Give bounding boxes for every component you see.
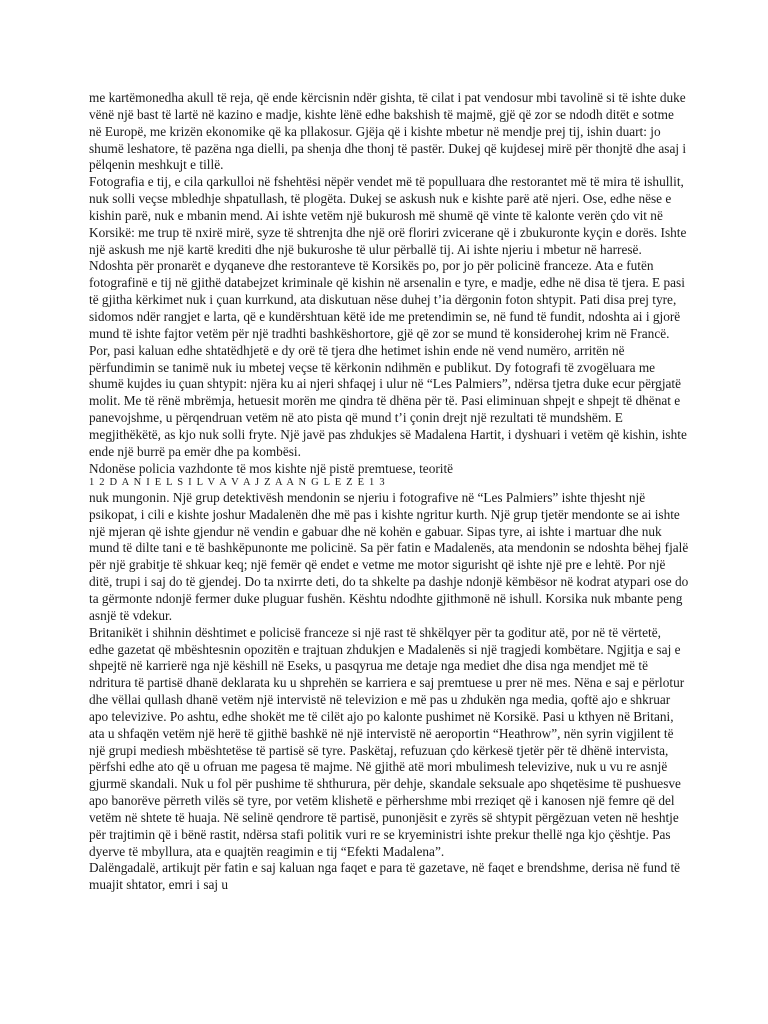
document-page [89, 90, 689, 894]
paragraph-2: Fotografia e tij, e cila qarkulloi në fshehtësi nëpër vendet më të populluara dhe restorantet më të mira të ishullit, nuk solli veçse mbledhje shpatullash, të plogëta. Dukej se askush nuk e kishte parë atë njeri. Ose, edhe nëse e kishin parë, nuk e mbanin mend. Ai ishte vetëm një bukurosh më shumë që vinte të kalonte verën çdo vit në Korsikë: me trup të nxirë mirë, syze të shtrenjta dhe një orë floriri zvicerane që i zbukuronte kyçin e dorës. Ishte një askush me një kartë krediti dhe një bukuroshe të ulur përballë tij. Ai ishte njeriu i mbetur në harresë. [89, 174, 687, 257]
paragraph-3: Ndoshta për pronarët e dyqaneve dhe restoranteve të Korsikës po, por jo për policinë franceze. Ata e futën fotografinë e tij në gjithë databejzet kriminale që kishin në arsenalin e tyre, e madje, edhe në disa të tjera. E pasi të gjitha kërkimet nuk i çuan kurrkund, ata diskutuan nëse duhej t’ia dërgonin foton shtypit. Pati disa prej tyre, sidomos ndër rangjet e larta, që e kundërshtuan këtë ide me pretendimin se, në fund të fundit, ndoshta ai i gjorë mund të ishte fajtor vetëm për një tradhti bashkëshortore, gjë që zor se mund të konsiderohej krim në Francë. Por, pasi kaluan edhe shtatëdhjetë e dy orë të tjera dhe hetimet ishin ende në vend numëro, arritën në përfundimin se tanimë nuk iu mbetej veçse të kërkonin ndihmën e publikut. Dy fotografi të zvogëluara me shumë kujdes iu çuan shtypit: njëra ku ai njeri shfaqej i ulur në “Les Palmiers”, ndërsa tjetra duke ecur përgjatë molit. Me të rënë mbrëmja, hetuesit morën me qindra të dhëna për të. Pasi eliminuan shpejt e shpejt të dhënat e panevojshme, u përqendruan vetëm në ato pista që mund t’i çonin drejt një rezultati të mundshëm. E megjithëkëtë, as kjo nuk solli fryte. Një javë pas zhdukjes së Madalena Hartit, i dyshuari i vetëm që kishin, ishte ende një burrë pa emër dhe pa kombësi. [89, 258, 687, 459]
paragraph-7: Dalëngadalë, artikujt për fatin e saj kaluan nga faqet e para të gazetave, në faqet e brendshme, derisa në fund të muajit shtator, emri i saj u [89, 860, 681, 893]
paragraph-4: Ndonëse policia vazhdonte të mos kishte një pistë premtuese, teoritë [89, 460, 454, 476]
paragraph-5: nuk mungonin. Një grup detektivësh mendonin se njeriu i fotografive në “Les Palmiers” ishte thjesht një psikopat, i cili e kishte joshur Madalenën dhe më pas i kishte ngritur kurth. Një grup tjetër mendonte se ai ishte një mjeran që ishte gjendur në vendin e gabuar dhe në kohën e gabuar. Sipas tyre, ai ishte i martuar dhe nuk mund të dilte tani e të bashkëpunonte me policinë. Sa për fatin e Madalenës, ata mendonin se ndoshta bëhej fjalë për një grabitje të shkuar keq; një femër që endet e vetme me motor sigurisht që ishte një pre e lehtë. Por një ditë, trupi i saj do të gjendej. Do ta nxirrte deti, do ta shkelte pa dashje ndonjë këmbësor në kodrat atypari ose do ta gërmonte ndonjë fermer duke pluguar fushën. Kështu ndodhte gjithmonë në ishull. Korsika nuk mbante peng asnjë të vdekur. [89, 489, 689, 623]
paragraph-1: me kartëmonedha akull të reja, që ende kërcisnin ndër gishta, të cilat i pat vendosur mbi tavolinë si të ishte duke vënë një bast të lartë në kazino e madje, kishte lënë edhe bakshish të majmë, gjë që zor se ndodh ditët e sotme në Europë, me krizën ekonomike që ka pllakosur. Gjëja që i kishte mbetur në mendje prej tij, ishin duart: jo shumë leshatore, të pazëna nga dielli, pa shenja dhe thonj të pastër. Dukej që kujdesej mirë për thonjtë dhe asaj i pëlqenin meshkujt e tillë. [89, 90, 687, 173]
running-head: 1 2 D A N I E L S I L V A V A J Z A A N G L E Z E 1 3 [89, 477, 386, 489]
paragraph-6: Britanikët i shihnin dështimet e policisë franceze si një rast të shkëlqyer për ta goditur atë, por në të vërtetë, edhe gazetat që mbështesnin opozitën e trajtuan zhdukjen e Madalenës si një tragjedi kombëtare. Ngjitja e saj e shpejtë në karrierë nga një këshill në Eseks, u pasqyrua me detaje nga mediet dhe disa nga mendjet më të ndritura të partisë dhanë deklarata ku u shprehën se karriera e saj premtuese u prer në mes. Nëna e saj e përlotur dhe vëllai qullash dhanë vetëm një intervistë në televizion e më pas u zhdukën nga media, qoftë ajo e shkruar apo televizive. Po ashtu, edhe shokët me të cilët ajo po kalonte pushimet në Korsikë. Pasi u kthyen në Britani, ata u shfaqën vetëm një herë të gjithë bashkë në një intervistë në aeroportin “Heathrow”, nën syrin vigjilent të një grupi mediesh mbështetëse të partisë së tyre. Paskëtaj, refuzuan çdo kërkesë tjetër për të dhënë intervista, përfshi edhe ato që u ofruan me pagesa të majme. Në gjithë atë mori mbulimesh televizive, nuk u vu re asnjë gjurmë skandali. Nuk u fol për pushime të shthurura, për dehje, skandale seksuale apo shqetësime të pushuesve apo banorëve përreth vilës së tyre, por vetëm klishetë e përhershme mbi rreziqet që i kanosen një femre që del vetëm në shtete të huaja. Në selinë qendrore të partisë, punonjësit e zyrës së shtypit përgëzuan veten në heshtje për trajtimin që i bënë rastit, ndërsa stafi politik vuri re se kryeministri ishte prekur thellë nga kjo çështje. Pas dyerve të mbyllura, ata e quajtën reagimin e tij “Efekti Madalena”. [89, 624, 685, 859]
